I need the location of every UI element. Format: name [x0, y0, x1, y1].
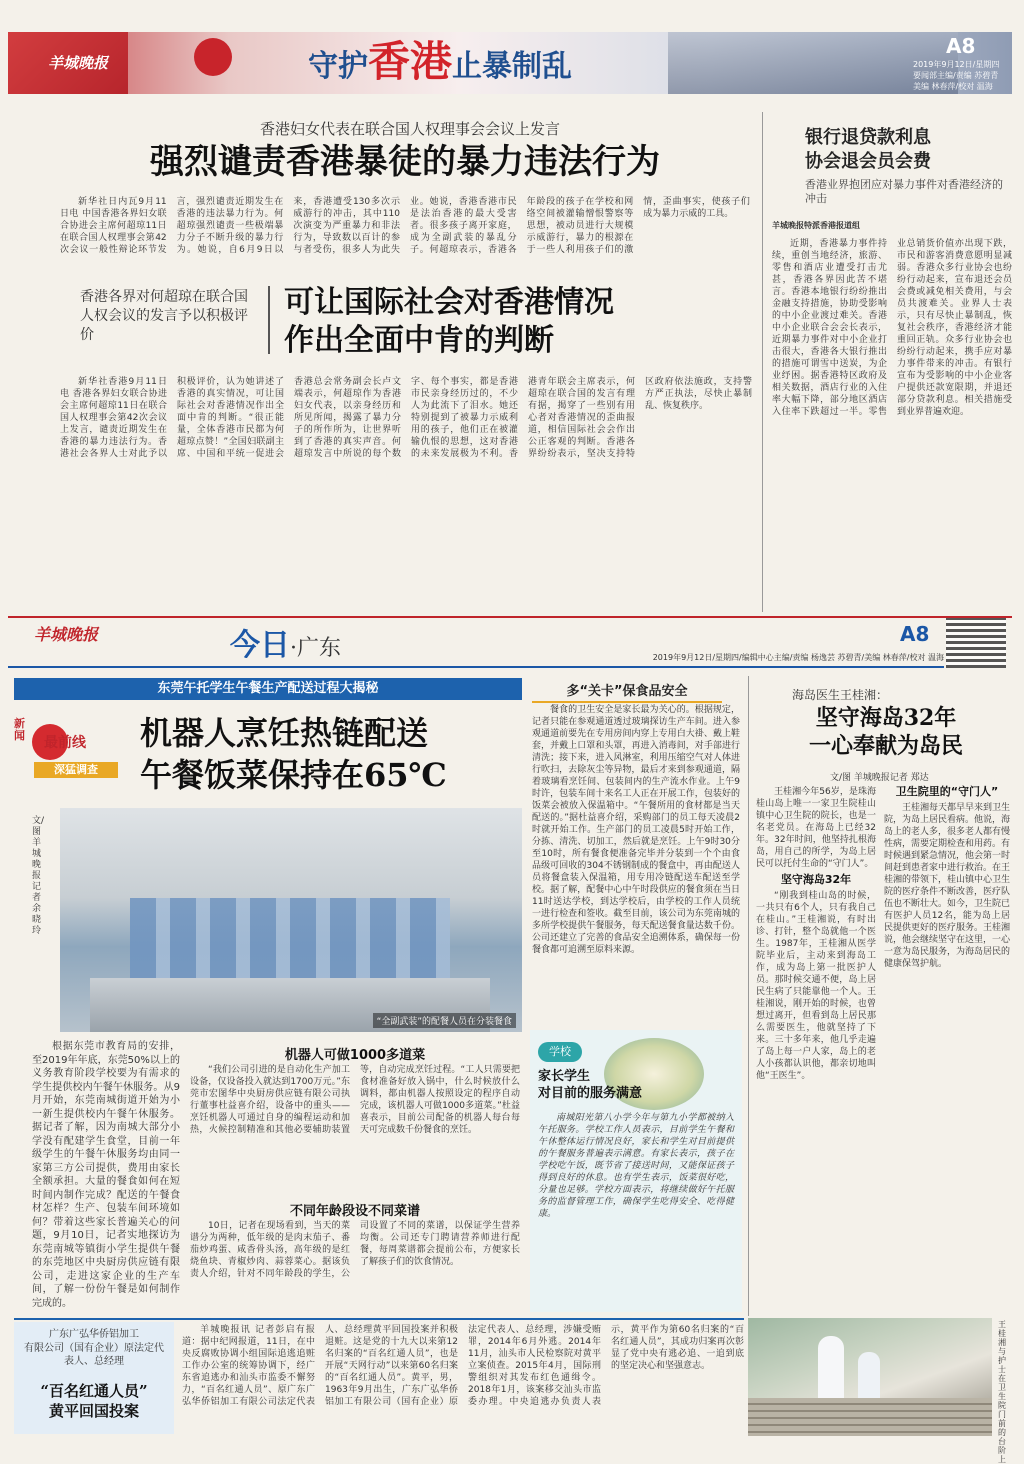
lead-byline: 文/图 羊城晚报记者 余晓玲	[32, 816, 45, 936]
bottom-body-text: 羊城晚报讯 记者彭启有报道：据中纪网报道，11日，在中央反腐败协调小组国际追逃追赃工作办公室的统筹协调下，经广东省追逃办和汕头市监委不懈努力，“百名红通人员”、原广东广弘华侨铝加工有限公司法定代表人、总经理黄平回国投案并积极退赃。这是党的十九大以来第12名归案的“百名红通人员”，也是开展“天网行动”以来第60名归案的“百名红通人员”。黄平，男，1963年9月出生，广东广弘华侨铝加工有限公司（国有企业）原法定代表人、总经理，涉嫌受贿罪，2014年6月外逃。2014年11月，汕头市人民检察院对黄平立案侦查。2015年4月，国际刑警组织对其发布红色通缉令。2018年1月，该案移交汕头市监委办理。中央追逃办负责人表示，黄平作为第60名归案的“百名红通人员”，其成功归案再次彰显了党中央有逃必追、一追到底的坚定决心和坚强意志。	[182, 1325, 744, 1407]
banner-dept: 要闻部主编/责编 苏碧青	[913, 71, 999, 80]
lead-sub2-body	[190, 1220, 520, 1320]
story3-body	[772, 238, 1012, 610]
news-badge-top: 新闻	[14, 717, 25, 742]
lead-sub2-text: 10日，记者在现场看到，当天的菜谱分为两种，低年级的是肉末茄子、番茄炒鸡蛋、咸香骨头汤，高年级的是红烧鱼块、青椒炒肉、蒜蓉菜心。据该负责人介绍，针对不同年龄段的学生，公司设置了不同的菜谱，以保证学生营养均衡。公司还专门聘请营养师进行配餐，每周菜谱都会提前公布，方便家长了解孩子们的饮食情况。	[190, 1221, 520, 1279]
news-badge-main: 最前线	[44, 735, 86, 751]
story3-body-text: 近期，香港暴力事件持续，重创当地经济，旅游、零售和酒店业遭受打击尤甚，香港各界因此苦不堪言。香港本地银行纷纷推出金融支持措施，协助受影响的中小企业渡过难关。香港中小企业联合会会长表示，近期暴力事件对中小企业打击很大，香港各大银行推出的措施可谓雪中送炭，为企业纾困。据香港特区政府及相关数据，酒店行业的入住率大幅下降，部分地区酒店入住率下跌超过一半。零售业总销货价值亦出现下跌，市民和游客消费意愿明显减弱。香港众多行业协会也纷纷行动起来，宣布退还会员会费或减免相关费用，与会员共渡难关。业界人士表示，只有尽快止暴制乱，恢复社会秩序，香港经济才能重回正轨。众多行业协会也纷纷行动起来，携手应对暴力事件带来的冲击。有银行宣布为受影响的中小企业客户提供还款宽限期，并退还部分贷款利息。相关措施受到业界普遍欢迎。	[772, 239, 1012, 417]
survey-body	[538, 1112, 734, 1304]
doctor-sub2: 卫生院里的“守门人”	[895, 785, 999, 798]
lead-kicker-bar	[14, 678, 522, 700]
masthead-info: 2019年9月12日/星期四/编辑中心主编/责编 杨逸芸 苏碧青/美编 林春萍/校对 温海	[652, 653, 944, 662]
doctor-byline: 文/图 羊城晚报记者 郑达	[830, 773, 929, 783]
doctor-headline	[760, 704, 1012, 760]
doctor-headline-line1: 坚守海岛32年	[815, 705, 957, 731]
lead-headline-line2: 午餐饭菜保持在65℃	[140, 756, 447, 794]
lead-photo	[60, 808, 522, 1032]
bottom-kicker-line1: 广东广弘华侨铝加工	[49, 1329, 139, 1340]
survey-body-text: 南城阳光第八小学今年与第九小学都被纳入午托服务。学校工作人员表示，目前学生午餐和午休整体运行情况良好，家长和学生对目前提供的午餐服务普遍表示满意。有家长表示，孩子在学校吃午饭，既节省了接送时间，又能保证孩子得到良好的休息。也有学生表示，饭菜很好吃，分量也足够。学校方面表示，将继续做好午托服务的监督管理工作，确保学生吃得安全、吃得健康。	[538, 1113, 734, 1219]
stairs	[748, 1398, 992, 1436]
bottom-kicker-line2: 有限公司（国有企业）原法定代表人、总经理	[24, 1343, 164, 1367]
masthead-logo: 羊城晚报	[34, 625, 99, 644]
doctor-body3-text: 王桂湘每天都早早来到卫生院，为岛上居民看病。他说，海岛上的老人多，很多老人都有慢性病，需要定期检查和用药。有时候遇到紧急情况，他会第一时间赶到患者家中进行救治。在王桂湘的带领下，桂山镇中心卫生院的医疗条件不断改善，医疗队伍也不断壮大。如今，卫生院已有医护人员12名，能为岛上居民提供更好的医疗服务。王桂湘说，他会继续坚守在这里，一心一意为岛民服务，为海岛居民的健康保驾护航。	[884, 803, 1011, 969]
story1-body-text: 新华社日内瓦9月11日电 中国香港各界妇女联合协进会主席何超琼11日在联合国人权理事会第42次会议一般性辩论环节发言，强烈谴责近期发生在香港的违法暴力行为。何超琼强烈谴责一些极端暴力分子不断升级的暴力行为。她说，自6月9日以来，香港遭受130多次示威游行的冲击，其中110次演变为严重暴力和非法行为，导致数以百计的参与者受伤，很多人为此失业。她说，香港香港市民是法治香港的最大受害者。很多孩子离开家庭，成为全副武装的暴乱分子。何超琼表示，香港各年龄段的孩子在学校和网络空间被灌输憎恨警察等思想，被动员进行大规模示威游行，暴力的根源在于一些人利用孩子们的激情，歪曲事实，使孩子们成为暴力示威的工具。	[60, 197, 750, 255]
lead-sub1: 机器人可做1000多道菜	[284, 1048, 426, 1063]
bottom-box	[14, 1322, 174, 1434]
story2-accent-line	[268, 286, 270, 354]
masthead-page-number: A8	[900, 622, 930, 646]
lead-headline-line1: 机器人烹饪热链配送	[140, 714, 429, 752]
banner-date: 2019年9月12日/星期四	[913, 60, 1000, 69]
story3-headline-line1: 银行退贷款利息	[805, 127, 931, 148]
story2-headline-line1: 可让国际社会对香港情况	[284, 285, 614, 320]
story3-byline: 羊城晚报特派香港报道组	[772, 221, 860, 230]
doctor-body-text: 王桂湘今年56岁，是珠海桂山岛上唯一一家卫生院桂山镇中心卫生院的院长，也是一名老党员。在海岛上已经32年。32年时间，他坚持扎根海岛，用自己的所学，为岛上居民可以托付生命的“守门人”。	[756, 787, 876, 869]
safety-body	[532, 704, 740, 1028]
story2-body-text: 新华社香港9月11日电 香港各界妇女联合协进会主席何超琼11日在联合国人权理事会第42次会议上发言，谴责近期发生在香港的暴力违法行为。香港社会各界人士对此予以积极评价，认为她讲述了香港的真实情况，可让国际社会对香港情况作出全面中肯的判断。“很正能量，全体香港市民都为何超琼点赞！”全国妇联副主席、中国和平统一促进会香港总会常务副会长卢文端表示，何超琼作为香港妇女代表，以亲身经历和所见所闻，揭露了暴力分子的所作所为，让世界听到了香港的真实声音。何超琼发言中所说的每个数字、每个事实，都是香港市民亲身经历过的，不少人为此流下了泪水。她还特别提到了被暴力示威利用的孩子，他们正在被灌输仇恨的思想，这对香港的未来发展极为不利。香港青年联会主席表示，何超琼在联合国的发言有理有据，揭穿了一些别有用心者对香港情况的歪曲报道，相信国际社会会作出公正客观的判断。香港各界纷纷表示，坚决支持特区政府依法施政，支持警方严正执法，尽快止暴制乱、恢复秩序。	[60, 377, 752, 459]
lead-sub1-body	[190, 1064, 520, 1196]
banner-title-part1: 守护	[308, 49, 368, 84]
banner-title-part3: 止暴制乱	[452, 49, 573, 84]
lead-sub1-text: “我们公司引进的是自动化生产加工设备，仅设备投入就达到1700万元。”东莞市宏图华中央厨房供应链有限公司执行董事杜益喜介绍，设备中的重头——烹饪机器人可通过自身的编程运动和加热，火候控制精准和其他必要辅助装置等，自动完成烹饪过程。“工人只需要把食材准备好放入锅中，什么时候放什么调料，都由机器人按照设定的程序自动完成，该机器人可做1000多道菜。”杜益喜表示，目前公司配备的机器人每台每天可完成数千份餐食的烹饪。	[190, 1065, 520, 1135]
lead-sub2: 不同年龄段设不同菜谱	[289, 1204, 420, 1219]
story1-body	[60, 196, 750, 268]
masthead-title-a: 今日	[230, 628, 290, 663]
survey-box	[530, 1030, 742, 1312]
banner-logo: 羊城晚报	[48, 54, 109, 72]
banner-page-number: A8	[946, 34, 976, 58]
banner-title-part2: 香港	[368, 37, 453, 86]
survey-tag: 学校	[538, 1042, 582, 1062]
banner-editor: 美编 林春萍/校对 温海	[913, 82, 993, 91]
lead-headline	[140, 712, 522, 796]
story1-headline: 强烈谴责香港暴徒的暴力违法行为	[150, 142, 660, 182]
story2-body	[60, 376, 752, 612]
masthead-underline	[8, 666, 944, 668]
doctor-col1	[756, 786, 876, 1312]
doctor-kicker: 海岛医生王桂湘：	[792, 688, 889, 702]
story1-kicker: 香港妇女代表在联合国人权理事会会议上发言	[259, 120, 560, 138]
story3-kicker: 香港业界抱团应对暴力事件对香港经济的冲击	[805, 178, 1003, 205]
masthead-section-title	[230, 620, 341, 664]
lead-intro	[32, 1040, 180, 1320]
safety-title: 多“关卡”保食品安全	[532, 680, 722, 703]
doctor-body2-text: “刚我到桂山岛的时候，一共只有6个人，只有我自己在桂山。”王桂湘说，有时出诊、打针，整个岛就他一个医生。1987年，王桂湘从医学院毕业后，主动来到海岛工作，成为岛上第一批医护人员。那时候交通不便，岛上居民生病了只能靠他一个人。王桂湘说，刚开始的时候，也曾想过离开，但看到岛上居民那么需要医生，他就坚持了下来。三十多年来，他几乎走遍了岛上每一户人家，岛上的老人小孩都认识他，都亲切地叫他“王医生”。	[756, 891, 876, 1081]
lead-intro-text: 根据东莞市教育局的安排，至2019年年底，东莞50%以上的义务教育阶段学校要为有需求的学生提供校内午餐午休服务。从9月开始，东莞南城街道开始为小一新生提供校内午餐午休服务。据记者了解，因为南城大部分小学没有配建学生食堂，目前一年级学生的午餐午休服务均由同一家第三方公司提供，费用由家长全额承担。大量的餐食如何在短时间内制作完成？配送的午餐食材怎样？生产、包装车间环境如何？带着这些家长普遍关心的问题，9月10日，记者实地探访为东莞南城等镇街小学生提供午餐的东莞地区中央厨房供应链有限公司，走进这家企业的生产车间，了解一份份午餐是如何制作完成的。	[32, 1041, 180, 1309]
survey-title-line2: 对目前的服务满意	[538, 1086, 643, 1101]
bauhinia-icon	[194, 38, 232, 76]
news-badge-sub: 深猛调查	[34, 762, 118, 778]
doctor-col2	[884, 786, 1010, 1310]
lead-photo-caption: “全副武装”的配餐人员在分装餐食	[373, 1013, 516, 1028]
column-divider	[762, 112, 763, 612]
story2-headline-line2: 作出全面中肯的判断	[284, 323, 554, 358]
doctor-photo	[748, 1318, 992, 1436]
top-banner	[8, 32, 1012, 94]
doctor-headline-line2: 一心奉献为岛民	[808, 733, 963, 759]
story3-headline-line2: 协会退会员会费	[805, 151, 931, 172]
lead-kicker: 东莞午托学生午餐生产配送过程大揭秘	[157, 681, 379, 696]
story2-headline	[284, 284, 754, 360]
doctor-divider	[748, 676, 749, 1316]
qr-code	[946, 618, 1006, 668]
news-badge	[14, 712, 118, 798]
survey-title-line1: 家长学生	[538, 1069, 591, 1084]
section-divider	[8, 616, 1012, 618]
bottom-headline-line1: “百名红通人员”	[40, 1382, 148, 1400]
story2-kicker: 香港各界对何超琼在联合国人权会议的发言予以积极评价	[80, 289, 248, 343]
masthead-title-b: ·广东	[290, 636, 341, 661]
story3-headline	[805, 126, 1005, 174]
survey-title	[538, 1068, 678, 1102]
doctor-photo-caption: 王桂湘与护士在卫生院门前的台阶上	[998, 1320, 1006, 1464]
bottom-headline-line2: 黄平回国投案	[48, 1402, 139, 1420]
doctor-sub1: 坚守海岛32年	[780, 873, 852, 886]
bottom-divider	[14, 1318, 744, 1320]
safety-body-text: 餐食的卫生安全是家长最为关心的。根据规定，记者只能在参观通道透过玻璃探访生产车间。进入参观通道前要先在专用房间内穿上专用白大褂、戴上鞋套，并戴上口罩和头罩，再进入消毒间，对手部进行清洗；接下来，进入风淋室，利用压缩空气对人体进行吹扫，去除灰尘等异物，最后才来到参观通道，隔着玻璃看烹饪间、包装间内的生产流水作业。上午9时许，包装车间十来名工人正在开展工作，包装好的饭菜会被放入保温箱中。“午餐所用的食材都是当天配送的。”据杜益喜介绍，采购部门的员工每天凌晨2时就开始工作。生产部门的员工凌晨5时开始工作，分拣、清洗、切加工，然后就是烹饪。上午9时30分至10时，所有餐食便准备完毕并分装到一个个由食品级可回收的304不锈钢制成的餐盒中，再由配送人员将餐盒装入保温箱，用专用冷链配送车配送至学校。据了解，配餐中心中午时段供应的餐食须在当日11时送达学校，到达学校后，由学校的工作人员统一进行检查和签收。截至目前，该公司为东莞南城的多所学校提供午餐服务，每天配送餐食量达数千份。公司还建立了完善的食品安全追溯体系，确保每一份餐食都可追溯至原料来源。	[532, 705, 740, 955]
banner-title	[308, 37, 573, 86]
bottom-body	[182, 1324, 744, 1434]
